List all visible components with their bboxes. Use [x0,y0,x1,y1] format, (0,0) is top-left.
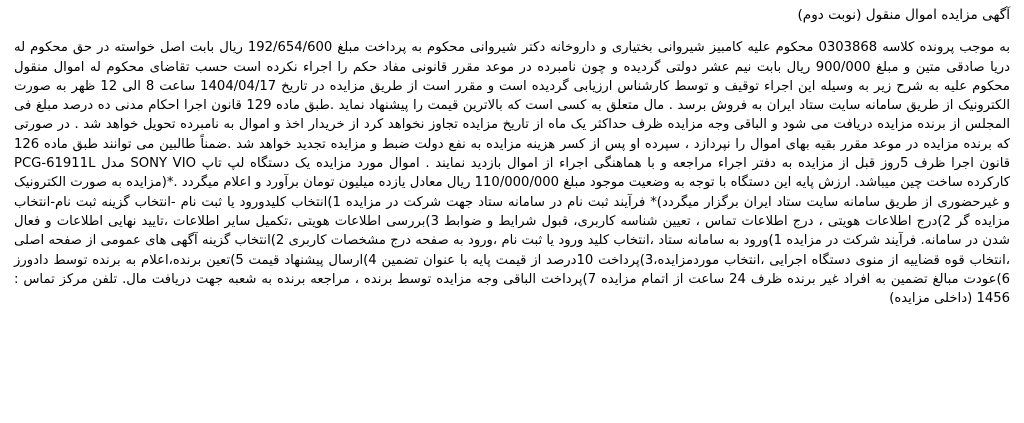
notice-title: آگهی مزایده اموال منقول (نوبت دوم) [797,7,1010,23]
notice-body: به موجب پرونده کلاسه 0303868 محکوم علیه کامبیز شیروانی بختیاری و داروخانه دکتر شیروانی محکوم به پرداخت مبلغ 192/654/600 ریال بابت اصل خواسته در حق محکوم له دریا صادقی متین و مبلغ 900/000 ریال بابت نیم عشر دولتی گردیده و چون نامبرده در موعد مقرر قانونی مفاد حکم را اجراء نکرده است حسب تقاضای محکوم له اموال منقول محکوم علیه به شرح زیر به وسیله این اجراء توقیف و توسط کارشناس ارزیابی گردیده است و مقرر است از طریق مزایده در تاریخ 1404/04/17 ساعت 8 الی 12 ظهر به صورت الکترونیک از طریق سامانه سایت ستاد ایران به فروش برسد . مال متعلق به کسی است که بالاترین قیمت را پیشنهاد نماید .طبق ماده 129 قانون اجرا احکام مدنی ده درصد مبلغ فی المجلس از برنده مزایده دریافت می شود و الباقی وجه مزایده ظرف حداکثر یک ماه از تاریخ مزایده تجاوز نخواهد کرد از خریدار اخذ و اموال به نامبرده تحویل خواهد شد . در صورتی که برنده مزایده در موعد مقرر بقیه بهای اموال را نپردازد ، سپرده او پس از کسر هزینه مزایده به نفع دولت ضبط و مزایده تجدید خواهد شد .ضمناً طالبین می توانند طبق ماده 126 قانون اجرا ظرف 5روز قبل از مزایده به دفتر اجراء مراجعه و با هماهنگی اجراء از اموال بازدید نمایند . اموال مورد مزایده یک دستگاه لپ تاپ SONY VIO مدل PCG-61911L کارکرده ساخت چین میباشد. ارزش پایه این دستگاه با توجه به وضعیت موجود مبلغ 110/000/000 ریال معادل یازده میلیون تومان برآورد و اعلام میگردد .*(مزایده به صورت الکترونیک و غیرحضوری از طریق سامانه سایت ستاد ایران برگزار میگردد)* فرآیند ثبت نام در سامانه ستاد جهت شرکت در مزایده 1)انتخاب کلیدورود یا ثبت نام -انتخاب گزینه ثبت نام-انتخاب مزایده گر 2)درج اطلاعات هویتی ، درج اطلاعات تماس ، تعیین شناسه کاربری، قبول شرایط و ضوابط 3)بررسی اطلاعات هویتی ،تکمیل سایر اطلاعات ،تایید نهایی اطلاعات و فعال شدن در سامانه. فرآیند شرکت در مزایده 1)ورود به سامانه ستاد ،انتخاب کلید ورود یا ثبت نام ،ورود به صفحه درج مشخصات کاربری 2)انتخاب گزینه آگهی های عمومی از صفحه اصلی ،انتخاب قوه قضاییه از منوی دستگاه اجرایی ،انتخاب موردمزایده،3)پرداخت 10درصد از قیمت پایه با عنوان تضمین 4)ارسال پیشنهاد قیمت 5)تعین برنده،اعلام به برنده توسط دادورز 6)عودت مبالغ تضمین به افراد غیر برنده ظرف 24 ساعت از اتمام مزایده 7)پرداخت الباقی وجه مزایده توسط برنده ، مراجعه برنده به شعبه جهت دریافت مال. تلفن مرکز تماس : 1456 (داخلی مزایده) [14,40,1011,307]
auction-notice [14,6,1010,308]
